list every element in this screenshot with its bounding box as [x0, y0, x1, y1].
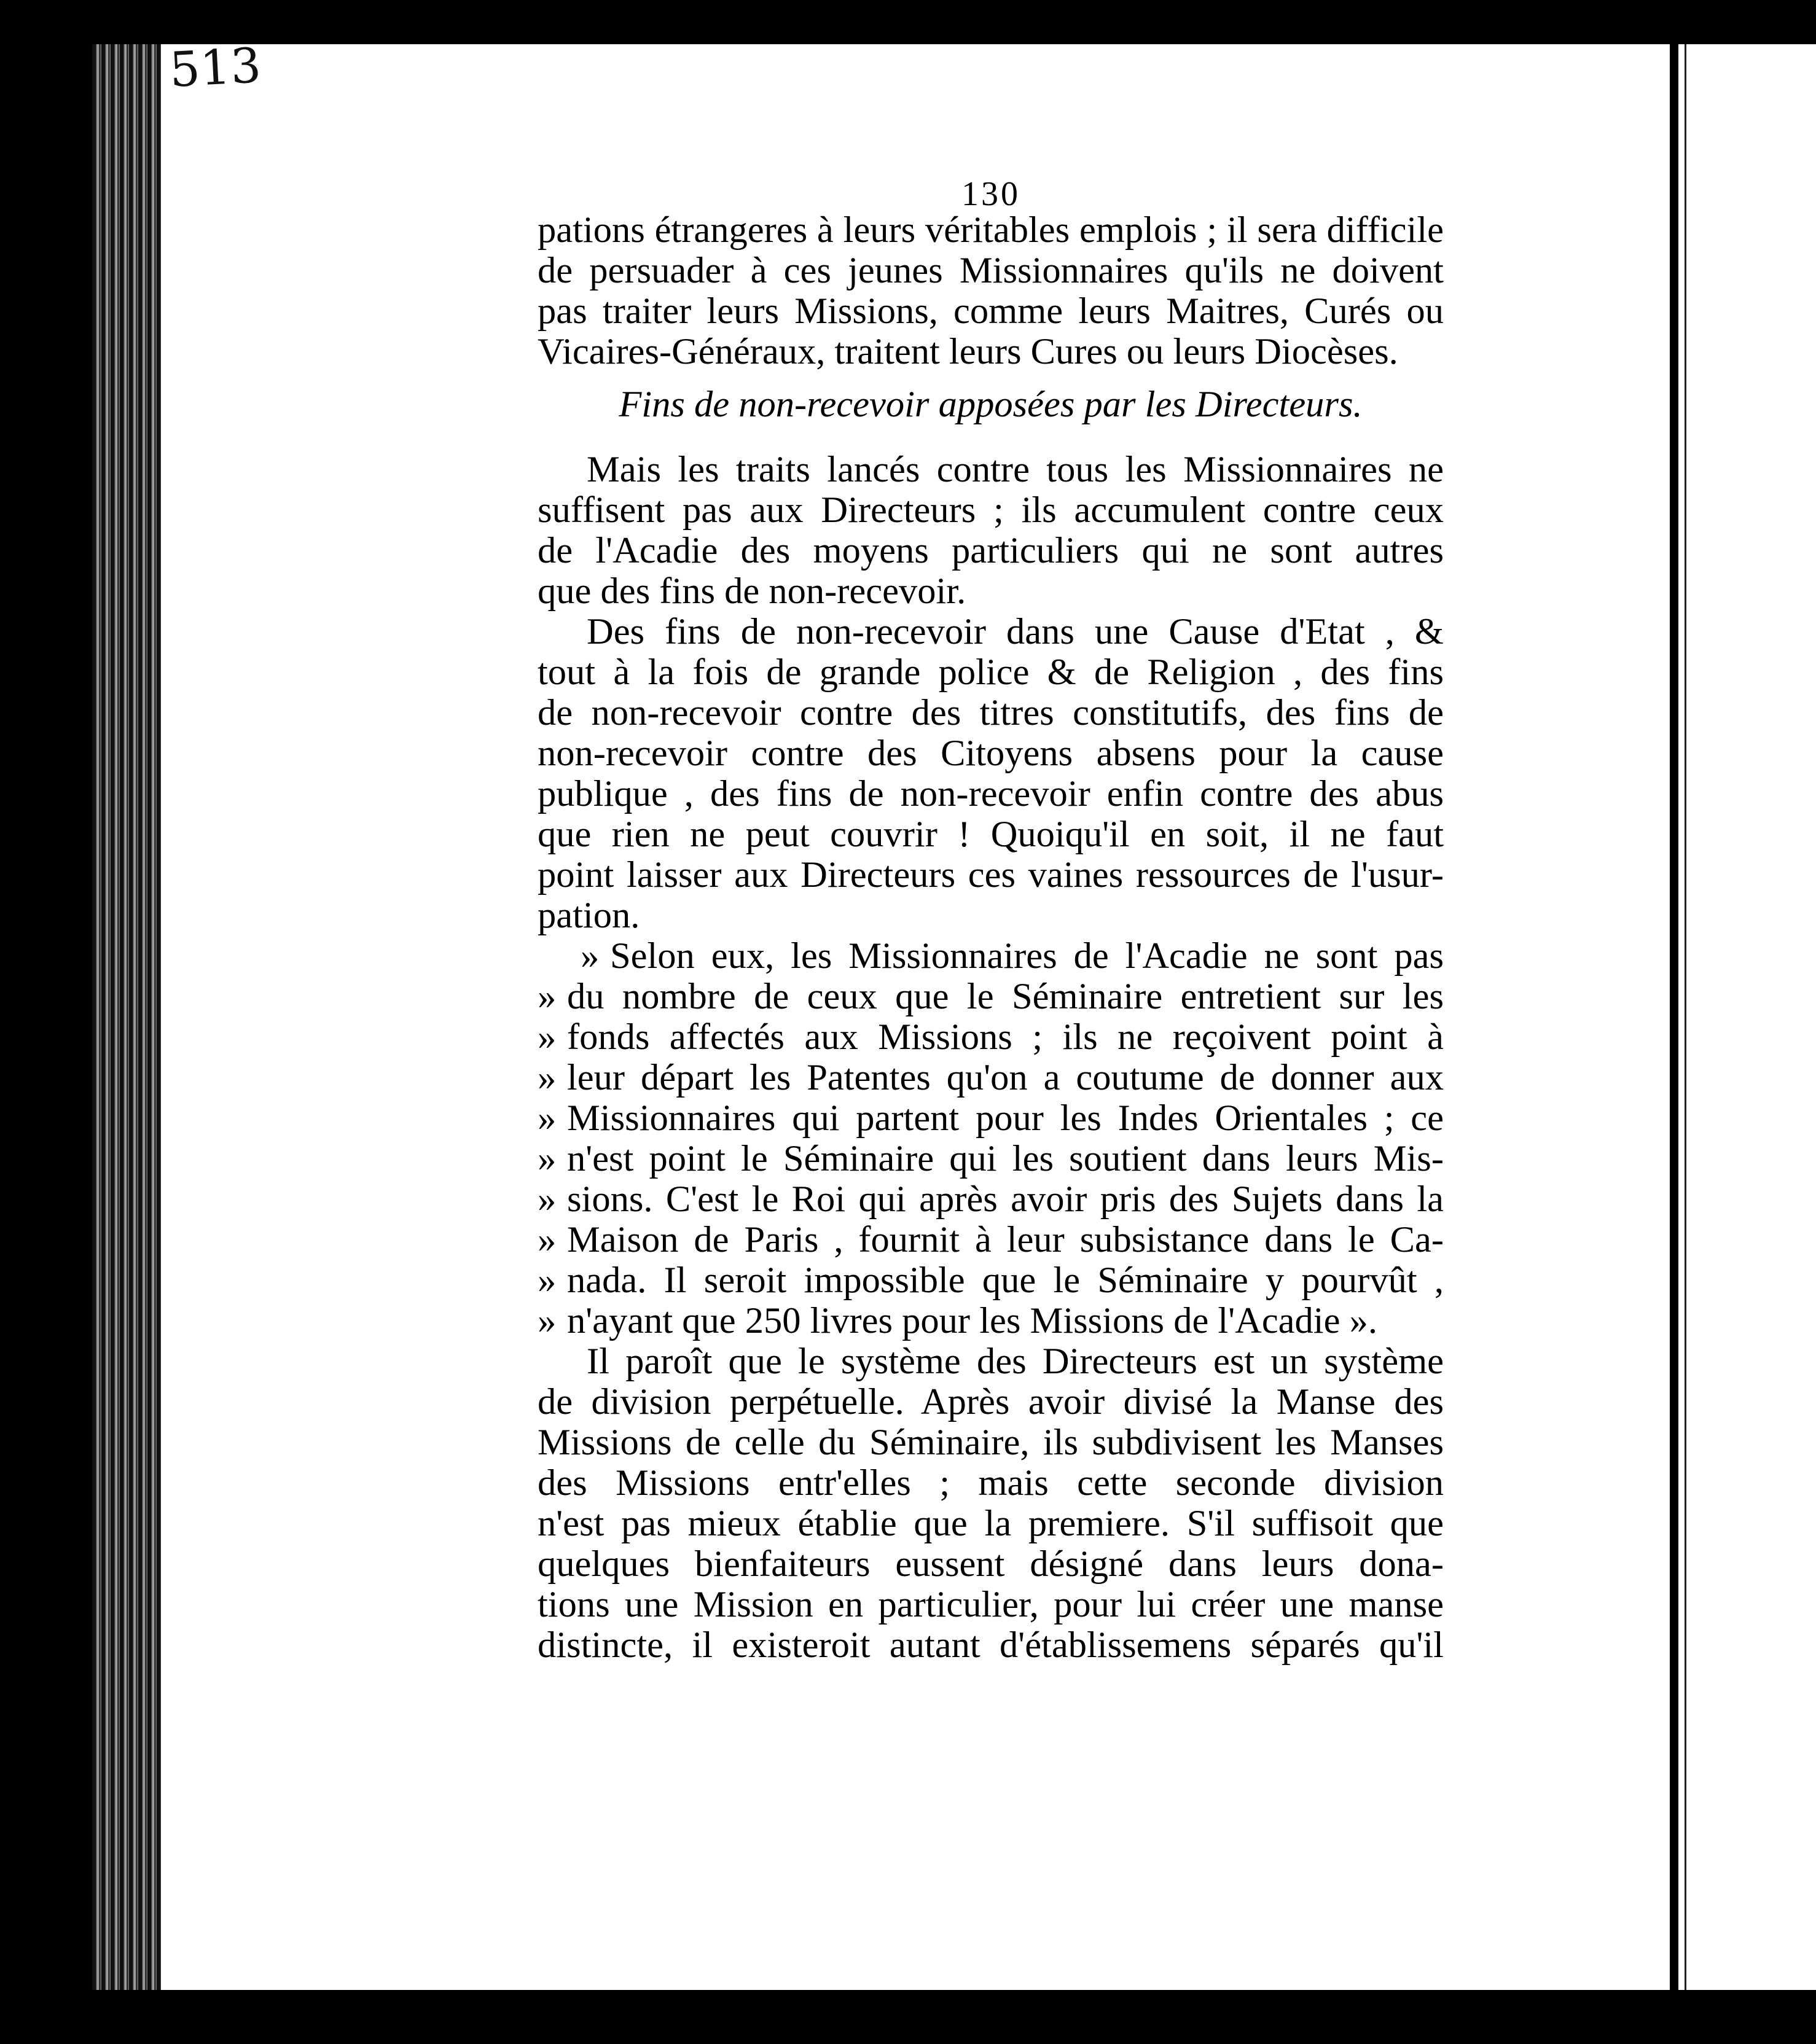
- text-line: leur départ les Patentes qu'on a coutume de donner aux: [567, 1057, 1444, 1098]
- quote-paragraph: [538, 936, 1444, 1341]
- text-line: que rien ne peut couvrir ! Quoiqu'il en soit, il ne faut: [538, 814, 1444, 855]
- quote-line: [538, 1260, 1444, 1301]
- quote-mark: »: [538, 1057, 557, 1098]
- text-line: que des fins de non-recevoir.: [538, 571, 966, 612]
- paragraph-2: [538, 612, 1444, 936]
- text-line: de non-recevoir contre des titres constitutifs, des fins de: [538, 692, 1444, 733]
- continued-paragraph: [538, 210, 1444, 372]
- text-line: de persuader à ces jeunes Missionnaires qu'ils ne doivent: [538, 250, 1444, 291]
- section-heading: Fins de non-recevoir apposées par les Directeurs.: [619, 384, 1363, 425]
- text-line: distincte, il existeroit autant d'établissemens séparés qu'il: [538, 1625, 1444, 1666]
- page-edge-stack: [92, 44, 161, 1990]
- text-line: pations étrangeres à leurs véritables emplois ; il sera difficile: [538, 209, 1444, 251]
- quote-line: [538, 936, 1444, 977]
- quote-mark: »: [538, 1300, 557, 1341]
- text-line: non-recevoir contre des Citoyens absens pour la cause: [538, 733, 1444, 774]
- handwritten-margin-note: 513: [168, 38, 263, 98]
- quote-mark: »: [538, 1219, 557, 1260]
- text-line: suffisent pas aux Directeurs ; ils accumulent contre ceux: [538, 490, 1444, 531]
- text-line: du nombre de ceux que le Séminaire entretient sur les: [567, 976, 1444, 1017]
- right-facing-leaf: [1671, 44, 1816, 1990]
- text-line: Vicaires-Généraux, traitent leurs Cures ou leurs Diocèses.: [538, 331, 1398, 372]
- quote-mark: »: [538, 1179, 557, 1220]
- text-line: quelques bienfaiteurs eussent désigné dans leurs dona-: [538, 1543, 1444, 1585]
- quote-mark: »: [538, 1138, 557, 1179]
- text-line: de division perpétuelle. Après avoir divisé la Manse des: [538, 1381, 1444, 1422]
- paragraph-3: [538, 1341, 1444, 1666]
- quote-line: [538, 1098, 1444, 1139]
- right-leaf-edge: [1685, 44, 1686, 1990]
- quote-mark: »: [538, 1016, 557, 1058]
- quote-line: [538, 1301, 1444, 1341]
- text-line: n'ayant que 250 livres pour les Missions de l'Acadie ».: [567, 1300, 1377, 1341]
- text-line: Selon eux, les Missionnaires de l'Acadie ne sont pas: [610, 935, 1444, 977]
- quote-mark: »: [538, 1098, 557, 1139]
- quote-line: [538, 1139, 1444, 1179]
- quote-line: [538, 977, 1444, 1017]
- text-line: pation.: [538, 895, 640, 936]
- quote-line: [538, 1220, 1444, 1260]
- text-line: Des fins de non-recevoir dans une Cause d'Etat , &: [587, 611, 1444, 652]
- text-line: publique , des fins de non-recevoir enfin contre des abus: [538, 773, 1444, 814]
- text-line: n'est pas mieux établie que la premiere. S'il suffisoit que: [538, 1503, 1444, 1544]
- text-line: Maison de Paris , fournit à leur subsistance dans le Ca-: [567, 1219, 1444, 1260]
- page-text: [538, 210, 1444, 1666]
- quote-mark: »: [538, 1260, 557, 1301]
- text-line: nada. Il seroit impossible que le Séminaire y pourvût ,: [567, 1260, 1444, 1301]
- text-line: n'est point le Séminaire qui les soutient dans leurs Mis-: [567, 1138, 1444, 1179]
- text-line: sions. C'est le Roi qui après avoir pris des Sujets dans la: [567, 1179, 1444, 1220]
- quote-mark: »: [581, 935, 600, 977]
- text-line: pas traiter leurs Missions, comme leurs Maitres, Curés ou: [538, 291, 1444, 332]
- page-number: 130: [961, 175, 1020, 213]
- page-gutter-divider: [1670, 44, 1678, 1990]
- text-line: point laisser aux Directeurs ces vaines ressources de l'usur-: [538, 854, 1444, 895]
- text-line: des Missions entr'elles ; mais cette seconde division: [538, 1462, 1444, 1504]
- text-line: de l'Acadie des moyens particuliers qui ne sont autres: [538, 530, 1444, 571]
- text-line: Il paroît que le système des Directeurs est un système: [587, 1341, 1444, 1382]
- text-line: Mais les traits lancés contre tous les Missionnaires ne: [587, 449, 1444, 490]
- text-line: tions une Mission en particulier, pour lui créer une manse: [538, 1584, 1444, 1625]
- quote-mark: »: [538, 976, 557, 1017]
- text-line: fonds affectés aux Missions ; ils ne reçoivent point à: [567, 1016, 1444, 1058]
- paragraph-1: [538, 450, 1444, 612]
- text-line: tout à la fois de grande police & de Religion , des fins: [538, 652, 1444, 693]
- quote-line: [538, 1058, 1444, 1098]
- quote-line: [538, 1017, 1444, 1058]
- text-line: Missionnaires qui partent pour les Indes Orientales ; ce: [567, 1098, 1444, 1139]
- quote-line: [538, 1179, 1444, 1220]
- text-line: Missions de celle du Séminaire, ils subdivisent les Manses: [538, 1422, 1444, 1463]
